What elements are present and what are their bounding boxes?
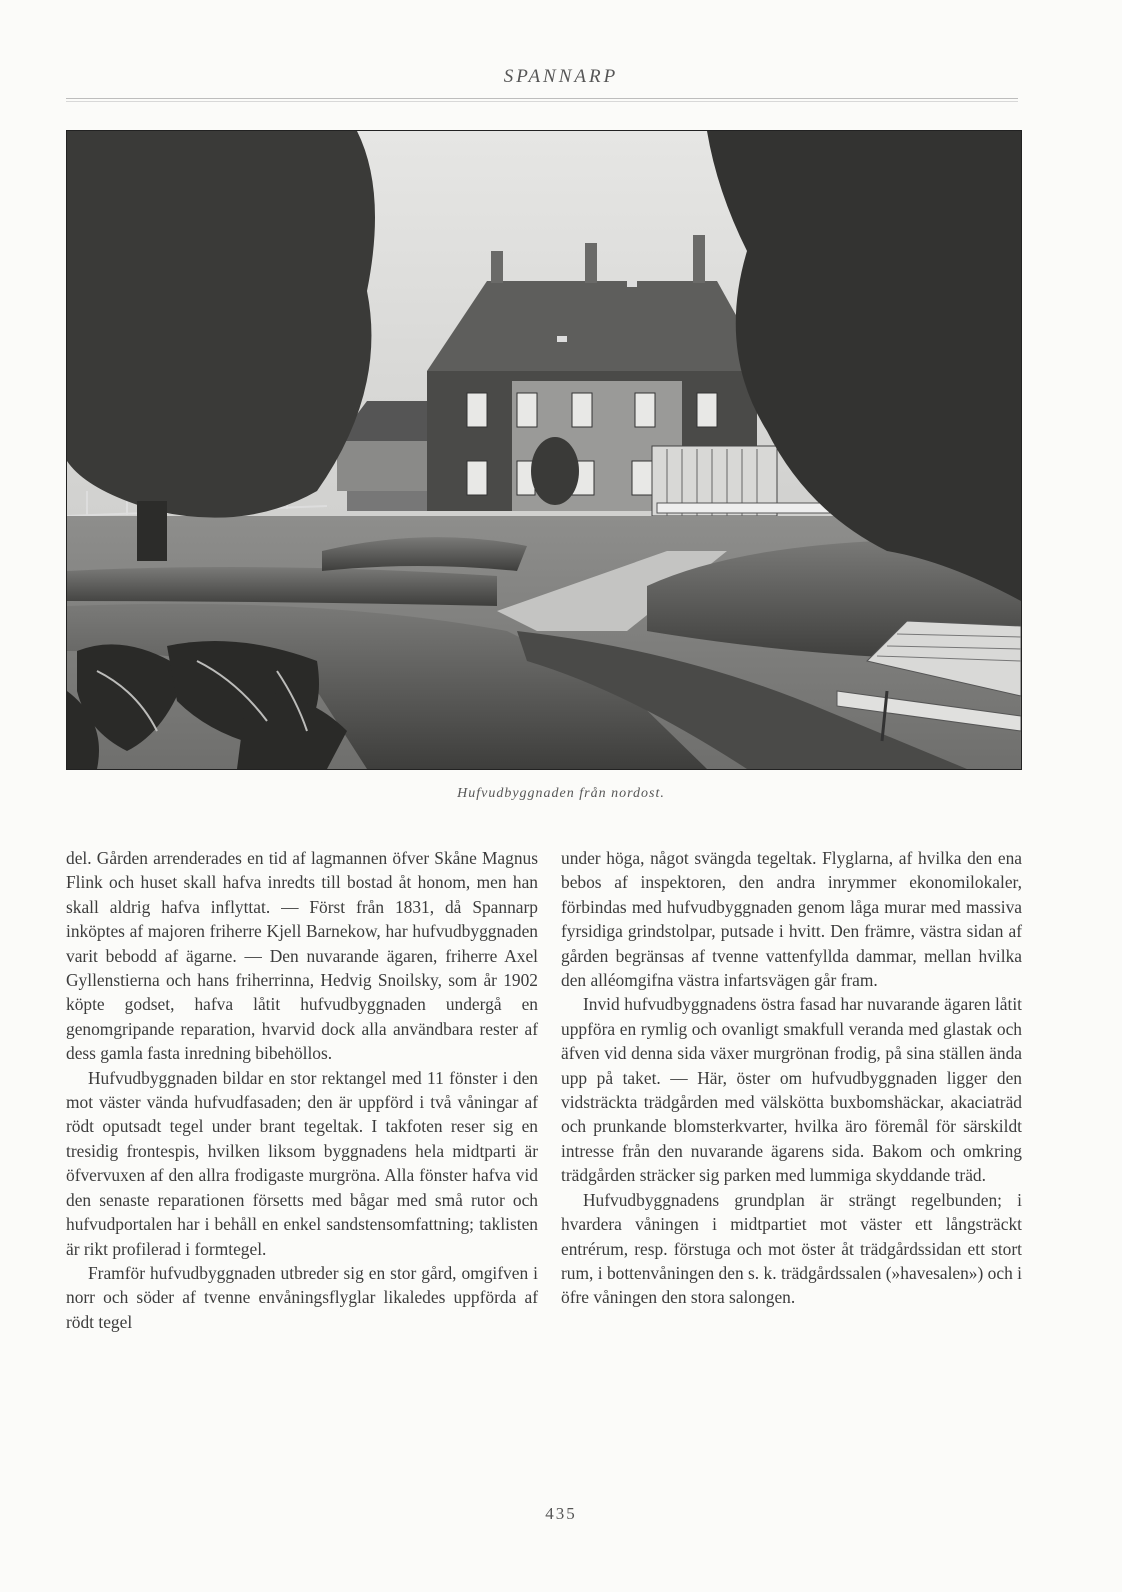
- paragraph: under höga, något svängda tegeltak. Flyglarna, af hvilka den ena bebos af inspektoren, den andra inrymmer ekonomilokaler, förbindas med hufvudbyggnaden genom låga murar med massiva fyrsidiga grindstolpar, putsade i hvitt. Den främre, västra sidan af gården begränsas af tvenne vattenfyllda dammar, mellan hvilka den alléomgifna västra infartsvägen går fram.: [561, 848, 1022, 991]
- paragraph: del. Gården arrenderades en tid af lagmannen öfver Skåne Magnus Flink och huset skall hafva inredts till bostad åt honom, men han skall aldrig hafva inflyttat. — Först från 1831, då Spannarp inköptes af majoren friherre Kjell Barnekow, har hufvudbyggnaden varit bebodd af ägarne. — Den nuvarande ägaren, friherre Axel Gyllenstierna och hans friherrinna, Hedvig Snoilsky, som år 1902 köpte godset, hafva låtit hufvudbyggnaden undergå en genomgripande reparation, hvarvid dock alla användbara rester af dess gamla fasta inredning bibehöllos.: [66, 848, 538, 1064]
- paragraph: Hufvudbyggnaden bildar en stor rektangel med 11 fönster i den mot väster vända hufvudfasaden; den är uppförd i två våningar af rödt oputsadt tegel under brant tegeltak. I takfoten reser sig en tresidig frontespis, hvilken liksom byggnadens hela midtparti är öfvervuxen af den allra frodigaste murgröna. Alla fönster hafva vid den senaste reparationen försetts med bågar med små rutor och hufvudportalen har i behåll en enkel sandstensomfattning; taklisten är rikt profilerad i formtegel.: [66, 1067, 538, 1259]
- chimney-icon: [585, 243, 597, 283]
- running-head: SPANNARP: [503, 66, 619, 87]
- page-number: 435: [545, 1504, 577, 1523]
- tree-left: [67, 131, 375, 518]
- tree-trunk: [137, 501, 167, 561]
- photo-illustration: [67, 131, 1021, 769]
- photo-caption: Hufvudbyggnaden från nordost.: [457, 786, 665, 801]
- chimney-icon: [693, 235, 705, 283]
- paragraph: Hufvudbyggnadens grundplan är strängt regelbunden; i hvardera våningen i midtpartiet mot väster ett långsträckt entrérum, resp. förstuga och mot öster åt trädgårdssidan ett stort rum, i bottenvåningen den s. k. trädgårdssalen (»havesalen») och i öfre våningen den stora salongen.: [561, 1189, 1022, 1308]
- paragraph: Framför hufvudbyggnaden utbreder sig en stor gård, omgifven i norr och söder af tvenne envåningsflyglar likaledes uppförda af rödt tegel: [66, 1262, 538, 1332]
- text-column-left: [66, 846, 538, 1334]
- chimney-icon: [491, 251, 503, 283]
- paragraph: Invid hufvudbyggnadens östra fasad har nuvarande ägaren låtit uppföra en rymlig och ovanligt smakfull veranda med glastak och äfven vid denna sida växer murgrönan frodig, på sina ställen ända upp på taket. — Här, öster om hufvudbyggnaden ligger den vidsträckta trädgården med välskötta buxbomshäckar, akaciaträd och prunkande blomsterkvarter, hvilka äro föremål för särskildt intresse från den nuvarande ägarens sida. Bakom och omkring trädgården sträcker sig parken med lummiga skyddande träd.: [561, 994, 1022, 1186]
- roof-window-icon: [627, 281, 637, 287]
- garden-house-photo: [66, 130, 1022, 770]
- house-roof: [427, 281, 767, 371]
- header-rule: [66, 98, 1018, 102]
- boxwood-hedge: [67, 567, 497, 606]
- roof-window-icon: [557, 336, 567, 342]
- text-column-right: [561, 846, 1022, 1310]
- shrub: [531, 437, 579, 505]
